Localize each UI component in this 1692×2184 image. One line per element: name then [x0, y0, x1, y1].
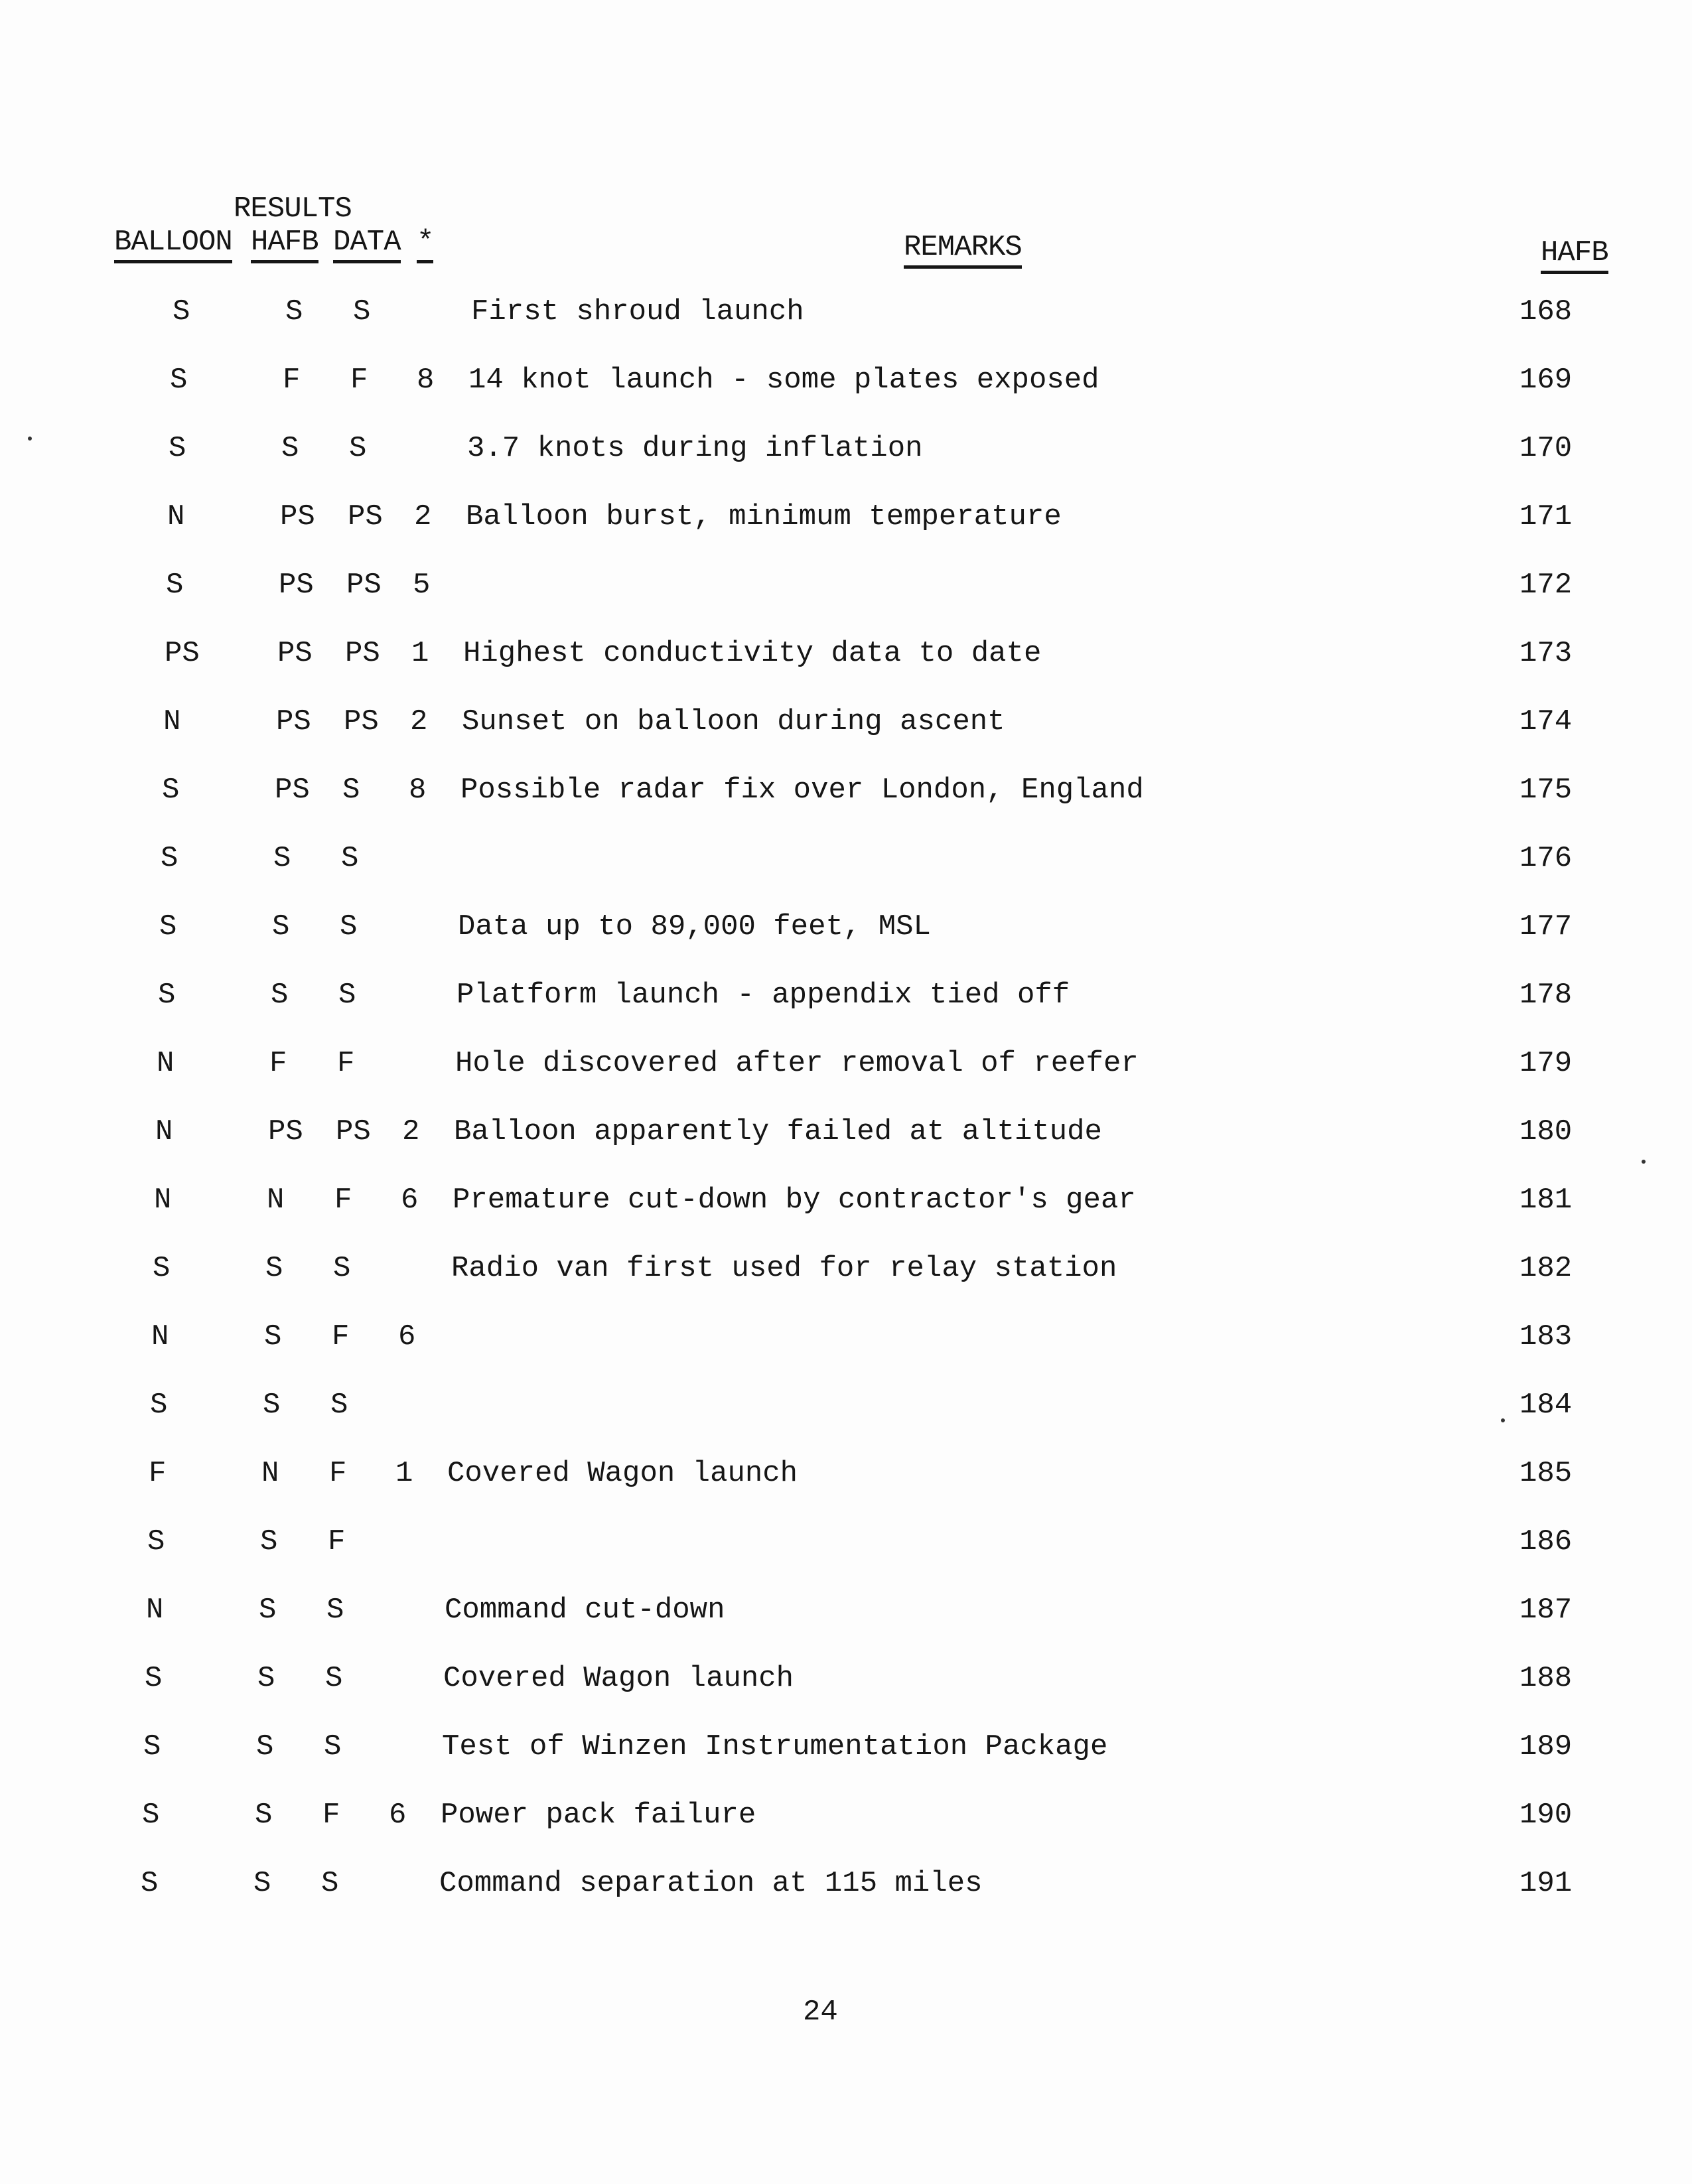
footnote-code: 1	[395, 1457, 413, 1490]
hafb-flight-number: 184	[1519, 1389, 1573, 1422]
remarks-text: Command cut-down	[445, 1594, 725, 1627]
balloon-result: S	[170, 364, 188, 397]
scan-speck	[28, 437, 32, 441]
hafb-result: S	[272, 910, 290, 943]
remarks-text: Test of Winzen Instrumentation Package	[442, 1730, 1108, 1763]
balloon-result: S	[169, 432, 186, 465]
table-row	[0, 1522, 1692, 1590]
footnote-code: 2	[402, 1115, 420, 1148]
footnote-code: 6	[398, 1320, 416, 1353]
balloon-result: N	[155, 1115, 173, 1148]
remarks-text: 3.7 knots during inflation	[467, 432, 923, 465]
remarks-text: Balloon apparently failed at altitude	[454, 1115, 1102, 1148]
footnote-code: 6	[389, 1799, 407, 1832]
data-result: F	[322, 1799, 340, 1832]
remarks-text: Highest conductivity data to date	[463, 637, 1042, 670]
table-row	[0, 1727, 1692, 1795]
hafb-flight-number: 185	[1519, 1457, 1573, 1490]
data-result: S	[340, 910, 358, 943]
footnote-code: 8	[409, 774, 427, 807]
remarks-text: Possible radar fix over London, England	[460, 774, 1144, 807]
hafb-result: F	[283, 364, 301, 397]
page-number: 24	[803, 1996, 838, 2029]
balloon-result: F	[149, 1457, 167, 1490]
hafb-result: S	[265, 1252, 283, 1285]
remarks-text: Platform launch - appendix tied off	[457, 979, 1070, 1012]
hafb-flight-number: 178	[1519, 979, 1573, 1012]
table-row	[0, 1590, 1692, 1659]
data-result: S	[342, 774, 360, 807]
table-row	[0, 292, 1692, 360]
hafb-result: S	[264, 1320, 282, 1353]
table-row	[0, 429, 1692, 497]
hafb-flight-number: 176	[1519, 842, 1573, 875]
remarks-text: Covered Wagon launch	[447, 1457, 798, 1490]
hafb-flight-number: 181	[1519, 1184, 1573, 1217]
balloon-result: S	[159, 910, 177, 943]
balloon-result: N	[163, 705, 181, 738]
hafb-column-header: HAFB	[251, 226, 318, 263]
table-row	[0, 1659, 1692, 1727]
balloon-result: S	[150, 1389, 168, 1422]
hafb-flight-number: 189	[1519, 1730, 1573, 1763]
balloon-result: S	[141, 1867, 159, 1900]
balloon-result: N	[146, 1594, 164, 1627]
hafb-result: S	[281, 432, 299, 465]
results-heading: RESULTS	[234, 192, 352, 226]
hafb-flight-number: 175	[1519, 774, 1573, 807]
balloon-result: N	[154, 1184, 172, 1217]
table-row	[0, 1044, 1692, 1112]
table-row	[0, 1454, 1692, 1522]
table-row	[0, 1317, 1692, 1385]
remarks-column-header: REMARKS	[904, 231, 1022, 269]
scan-speck	[1642, 1160, 1646, 1164]
hafb-flight-number: 191	[1519, 1867, 1573, 1900]
data-result: S	[324, 1730, 342, 1763]
results-table	[0, 292, 1692, 1932]
data-result: S	[321, 1867, 339, 1900]
hafb-result: S	[285, 295, 303, 328]
hafb-flight-number: 172	[1519, 569, 1573, 602]
hafb-flight-number: 179	[1519, 1047, 1573, 1080]
data-result: F	[328, 1525, 346, 1558]
balloon-result: S	[173, 295, 190, 328]
data-result: F	[332, 1320, 350, 1353]
table-row	[0, 1180, 1692, 1249]
data-result: S	[341, 842, 359, 875]
balloon-result: PS	[165, 637, 200, 670]
hafb-flight-number: 169	[1519, 364, 1573, 397]
hafb-result: PS	[277, 637, 313, 670]
hafb-result: PS	[275, 774, 310, 807]
footnote-code: 2	[414, 500, 432, 533]
footnote-code: 5	[413, 569, 431, 602]
remarks-text: Premature cut-down by contractor's gear	[453, 1184, 1136, 1217]
balloon-result: S	[153, 1252, 171, 1285]
data-result: S	[349, 432, 367, 465]
hafb-result: PS	[276, 705, 311, 738]
remarks-text: Command separation at 115 miles	[439, 1867, 983, 1900]
data-result: S	[325, 1662, 343, 1695]
data-result: F	[334, 1184, 352, 1217]
hafb-result: S	[257, 1662, 275, 1695]
hafb-result: PS	[279, 569, 314, 602]
data-result: PS	[345, 637, 380, 670]
table-row	[0, 1795, 1692, 1864]
hafb-result: S	[256, 1730, 274, 1763]
data-column-header: DATA	[333, 226, 401, 263]
data-result: PS	[348, 500, 383, 533]
hafb-result: PS	[280, 500, 315, 533]
balloon-result: N	[167, 500, 185, 533]
hafb-result: N	[261, 1457, 279, 1490]
balloon-result: S	[166, 569, 184, 602]
balloon-result: N	[157, 1047, 175, 1080]
hafb-result: S	[253, 1867, 271, 1900]
balloon-result: S	[142, 1799, 160, 1832]
hafb-flight-number: 177	[1519, 910, 1573, 943]
star-column-header: *	[417, 226, 433, 263]
remarks-text: Power pack failure	[441, 1799, 756, 1832]
hafb-flight-number: 187	[1519, 1594, 1573, 1627]
remarks-text: Data up to 89,000 feet, MSL	[458, 910, 931, 943]
hafb-flight-number: 170	[1519, 432, 1573, 465]
balloon-result: S	[143, 1730, 161, 1763]
hafb-result: S	[271, 979, 289, 1012]
hafb-result: F	[269, 1047, 287, 1080]
hafb-flight-number: 188	[1519, 1662, 1573, 1695]
data-result: F	[337, 1047, 355, 1080]
hafb-number-column-header: HAFB	[1541, 236, 1608, 274]
balloon-column-header: BALLOON	[114, 226, 232, 263]
table-row	[0, 1249, 1692, 1317]
table-row	[0, 1864, 1692, 1932]
hafb-result: S	[260, 1525, 278, 1558]
table-row	[0, 1112, 1692, 1180]
balloon-result: N	[151, 1320, 169, 1353]
footnote-code: 8	[417, 364, 435, 397]
balloon-result: S	[145, 1662, 163, 1695]
remarks-text: Sunset on balloon during ascent	[462, 705, 1005, 738]
remarks-text: Covered Wagon launch	[443, 1662, 794, 1695]
footnote-code: 1	[411, 637, 429, 670]
remarks-text: Radio van first used for relay station	[451, 1252, 1117, 1285]
balloon-result: S	[161, 842, 178, 875]
hafb-result: S	[259, 1594, 277, 1627]
hafb-result: PS	[268, 1115, 303, 1148]
footnote-code: 6	[401, 1184, 419, 1217]
data-result: PS	[344, 705, 379, 738]
hafb-result: S	[263, 1389, 281, 1422]
hafb-flight-number: 190	[1519, 1799, 1573, 1832]
table-row	[0, 565, 1692, 634]
hafb-flight-number: 183	[1519, 1320, 1573, 1353]
data-result: S	[326, 1594, 344, 1627]
hafb-result: N	[267, 1184, 285, 1217]
data-result: S	[330, 1389, 348, 1422]
table-row	[0, 702, 1692, 770]
data-result: S	[353, 295, 371, 328]
remarks-text: 14 knot launch - some plates exposed	[468, 364, 1099, 397]
table-row	[0, 839, 1692, 907]
table-row	[0, 770, 1692, 839]
hafb-flight-number: 174	[1519, 705, 1573, 738]
remarks-text: First shroud launch	[471, 295, 804, 328]
table-row	[0, 634, 1692, 702]
data-result: S	[338, 979, 356, 1012]
table-row	[0, 360, 1692, 429]
table-row	[0, 907, 1692, 975]
hafb-flight-number: 173	[1519, 637, 1573, 670]
table-row	[0, 497, 1692, 565]
hafb-flight-number: 168	[1519, 295, 1573, 328]
data-result: F	[329, 1457, 347, 1490]
balloon-result: S	[158, 979, 176, 1012]
table-row	[0, 975, 1692, 1044]
balloon-result: S	[147, 1525, 165, 1558]
hafb-flight-number: 186	[1519, 1525, 1573, 1558]
remarks-text: Hole discovered after removal of reefer	[455, 1047, 1139, 1080]
data-result: F	[350, 364, 368, 397]
hafb-flight-number: 180	[1519, 1115, 1573, 1148]
hafb-flight-number: 182	[1519, 1252, 1573, 1285]
scan-speck	[1501, 1418, 1505, 1422]
balloon-result: S	[162, 774, 180, 807]
remarks-text: Balloon burst, minimum temperature	[466, 500, 1062, 533]
table-row	[0, 1385, 1692, 1454]
hafb-result: S	[273, 842, 291, 875]
data-result: PS	[346, 569, 382, 602]
hafb-result: S	[255, 1799, 273, 1832]
footnote-code: 2	[410, 705, 428, 738]
data-result: S	[333, 1252, 351, 1285]
data-result: PS	[336, 1115, 371, 1148]
hafb-flight-number: 171	[1519, 500, 1573, 533]
